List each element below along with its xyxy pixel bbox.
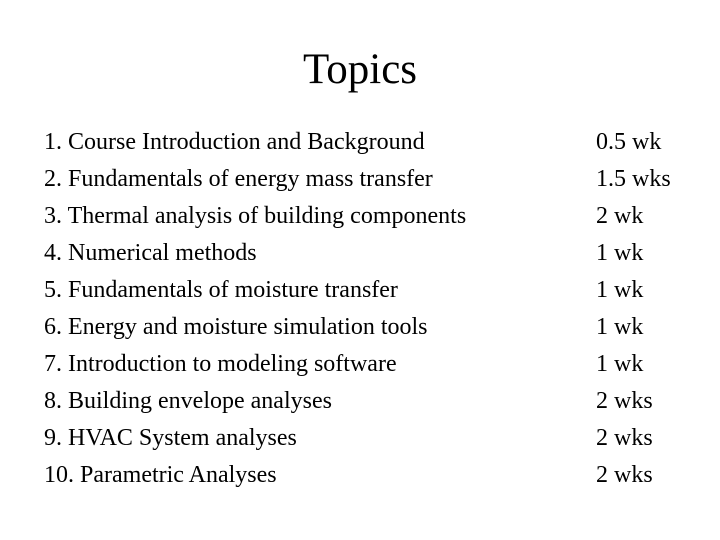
topic-row <box>44 235 704 272</box>
topic-duration: 0.5 wk <box>596 129 662 155</box>
topic-row <box>44 124 704 161</box>
topic-duration: 2 wks <box>596 425 653 451</box>
topic-duration: 1 wk <box>596 314 644 340</box>
topic-row <box>44 457 704 494</box>
topic-row <box>44 346 704 383</box>
topic-label: 6. Energy and moisture simulation tools <box>44 314 428 340</box>
topic-label: 10. Parametric Analyses <box>44 462 277 488</box>
topic-duration: 1 wk <box>596 277 644 303</box>
topic-list <box>44 124 704 494</box>
topic-duration: 2 wk <box>596 203 644 229</box>
topic-label: 7. Introduction to modeling software <box>44 351 397 377</box>
topic-label: 4. Numerical methods <box>44 240 257 266</box>
topic-duration: 2 wks <box>596 462 653 488</box>
slide-title: Topics <box>302 46 418 93</box>
topic-label: 1. Course Introduction and Background <box>44 129 425 155</box>
topic-label: 9. HVAC System analyses <box>44 425 297 451</box>
topic-row <box>44 309 704 346</box>
topic-row <box>44 383 704 420</box>
topic-row <box>44 198 704 235</box>
topic-label: 3. Thermal analysis of building components <box>44 203 467 229</box>
topic-row <box>44 272 704 309</box>
topic-label: 2. Fundamentals of energy mass transfer <box>44 166 433 192</box>
topic-label: 8. Building envelope analyses <box>44 388 332 414</box>
topic-label: 5. Fundamentals of moisture transfer <box>44 277 398 303</box>
topic-duration: 2 wks <box>596 388 653 414</box>
topic-duration: 1.5 wks <box>596 166 671 192</box>
topic-duration: 1 wk <box>596 240 644 266</box>
topic-row <box>44 420 704 457</box>
topic-duration: 1 wk <box>596 351 644 377</box>
topic-row <box>44 161 704 198</box>
